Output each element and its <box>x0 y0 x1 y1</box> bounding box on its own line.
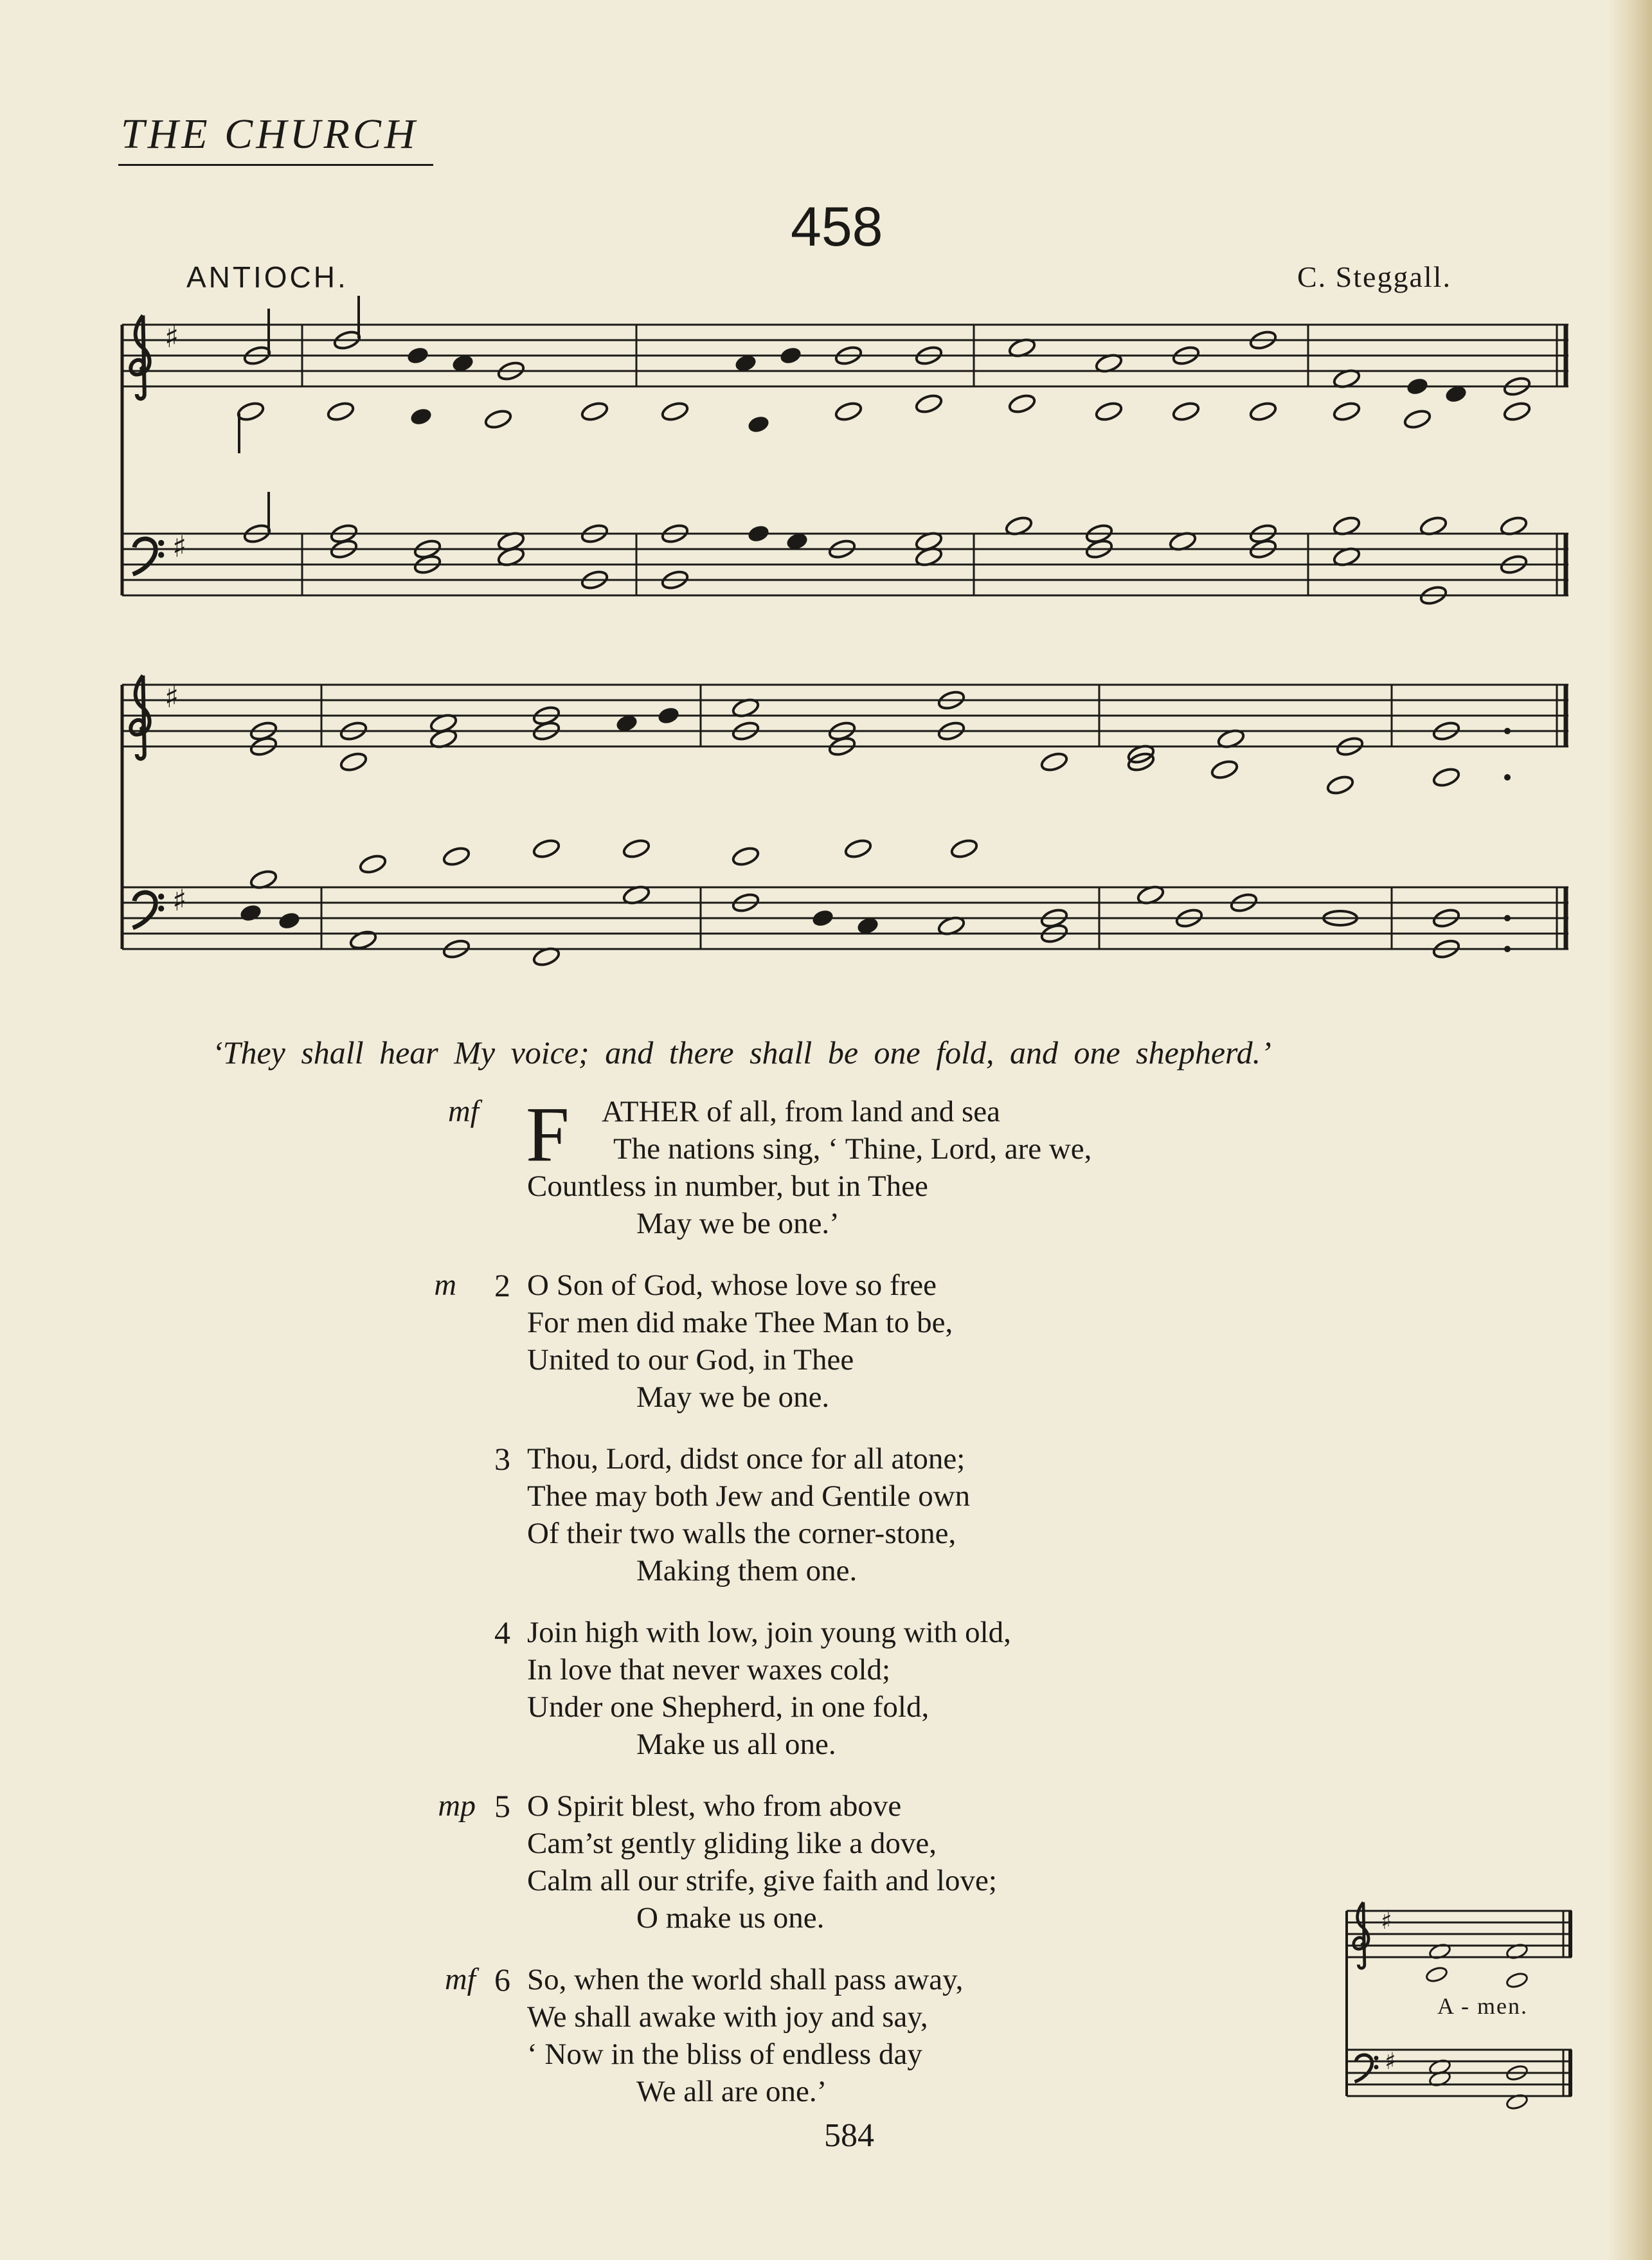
verse-2-line-4: May we be one. <box>636 1380 830 1414</box>
amen-notes <box>1425 1942 1529 2111</box>
system-2-bass-staff <box>122 887 1568 949</box>
verse-2-line-1: O Son of God, whose love so free <box>527 1269 937 1302</box>
verse-5-line-2: Cam’st gently gliding like a dove, <box>527 1827 937 1860</box>
tune-name: ANTIOCH. <box>186 260 348 294</box>
verse-3-line-1: Thou, Lord, didst once for all atone; <box>527 1442 965 1476</box>
verse-2-line-3: United to our God, in Thee <box>527 1343 854 1377</box>
verse-6 <box>527 1961 963 2110</box>
verse-1-line-3: Countless in number, but in Thee <box>527 1170 928 1203</box>
composer-name: C. Steggall. <box>1297 260 1451 293</box>
system-2-treble-notes <box>249 689 1460 796</box>
verse-3-line-4: Making them one. <box>636 1554 857 1587</box>
verse-3-number: 3 <box>494 1441 510 1477</box>
verse-3-line-3: Of their two walls the corner-stone, <box>527 1517 956 1550</box>
key-signature-sharp-icon: ♯ <box>172 883 187 918</box>
bass-clef-icon <box>133 539 165 574</box>
verse-2-line-2: For men did make Thee Man to be, <box>527 1306 953 1339</box>
bass-clef-icon <box>1355 2055 1379 2082</box>
verse-5-dynamic: mp <box>438 1789 476 1823</box>
verse-1 <box>602 1093 1000 1130</box>
verse-1-line-4: May we be one.’ <box>636 1207 839 1240</box>
verse-4-line-2: In love that never waxes cold; <box>527 1653 891 1686</box>
verse-6-dynamic: mf <box>445 1962 476 1996</box>
verse-6-line-3: ‘ Now in the bliss of endless day <box>527 2038 922 2071</box>
verse-4-line-1: Join high with low, join young with old, <box>527 1616 1011 1649</box>
page-number: 584 <box>824 2117 874 2154</box>
verse-1-line-1: ATHER of all, from land and sea <box>602 1095 1000 1128</box>
amen-label: A - men. <box>1437 1993 1528 2019</box>
verse-4-number: 4 <box>494 1614 510 1650</box>
verse-5-line-1: O Spirit blest, who from above <box>527 1789 902 1823</box>
verse-1-rest <box>527 1168 928 1242</box>
verse-6-line-2: We shall awake with joy and say, <box>527 2000 928 2034</box>
verse-1-cont <box>613 1130 1091 1168</box>
system-2-dots <box>1504 728 1511 952</box>
key-signature-sharp-icon: ♯ <box>165 680 179 714</box>
system-1-treble-notes <box>236 296 1531 453</box>
hymn-number: 458 <box>791 196 883 258</box>
verse-3 <box>527 1440 970 1589</box>
verse-6-line-1: So, when the world shall pass away, <box>527 1963 964 1996</box>
verse-2-dynamic: m <box>434 1268 456 1302</box>
amen-bass-staff <box>1347 2050 1572 2096</box>
verse-3-line-2: Thee may both Jew and Gentile own <box>527 1479 971 1513</box>
system-1-treble-staff <box>122 325 1568 386</box>
treble-clef-icon <box>1354 1903 1369 1969</box>
verse-5-number: 5 <box>494 1788 510 1824</box>
key-signature-sharp-icon: ♯ <box>1381 1908 1392 1935</box>
verse-5-line-4: O make us one. <box>636 1901 825 1935</box>
verse-6-line-4: We all are one.’ <box>636 2075 827 2108</box>
drop-cap: F <box>526 1091 570 1178</box>
verse-2-number: 2 <box>494 1267 510 1303</box>
verse-1-dynamic: mf <box>448 1094 479 1128</box>
verse-5-line-3: Calm all our strife, give faith and love; <box>527 1864 997 1897</box>
bass-clef-icon <box>133 892 165 928</box>
key-signature-sharp-icon: ♯ <box>172 529 187 564</box>
verse-4-line-4: Make us all one. <box>636 1728 836 1761</box>
key-signature-sharp-icon: ♯ <box>1385 2048 1396 2075</box>
verse-5 <box>527 1787 997 1937</box>
verse-4 <box>527 1614 1011 1763</box>
key-signature-sharp-icon: ♯ <box>165 320 179 354</box>
scripture-epigraph: ‘They shall hear My voice; and there shall be one fold, and one shepherd.’ <box>212 1035 1271 1071</box>
verse-4-line-3: Under one Shepherd, in one fold, <box>527 1690 929 1724</box>
verse-1-line-2: The nations sing, ‘ Thine, Lord, are we, <box>613 1132 1092 1166</box>
verse-6-number: 6 <box>494 1962 510 1998</box>
section-title: THE CHURCH <box>121 111 418 158</box>
verse-2 <box>527 1267 953 1416</box>
